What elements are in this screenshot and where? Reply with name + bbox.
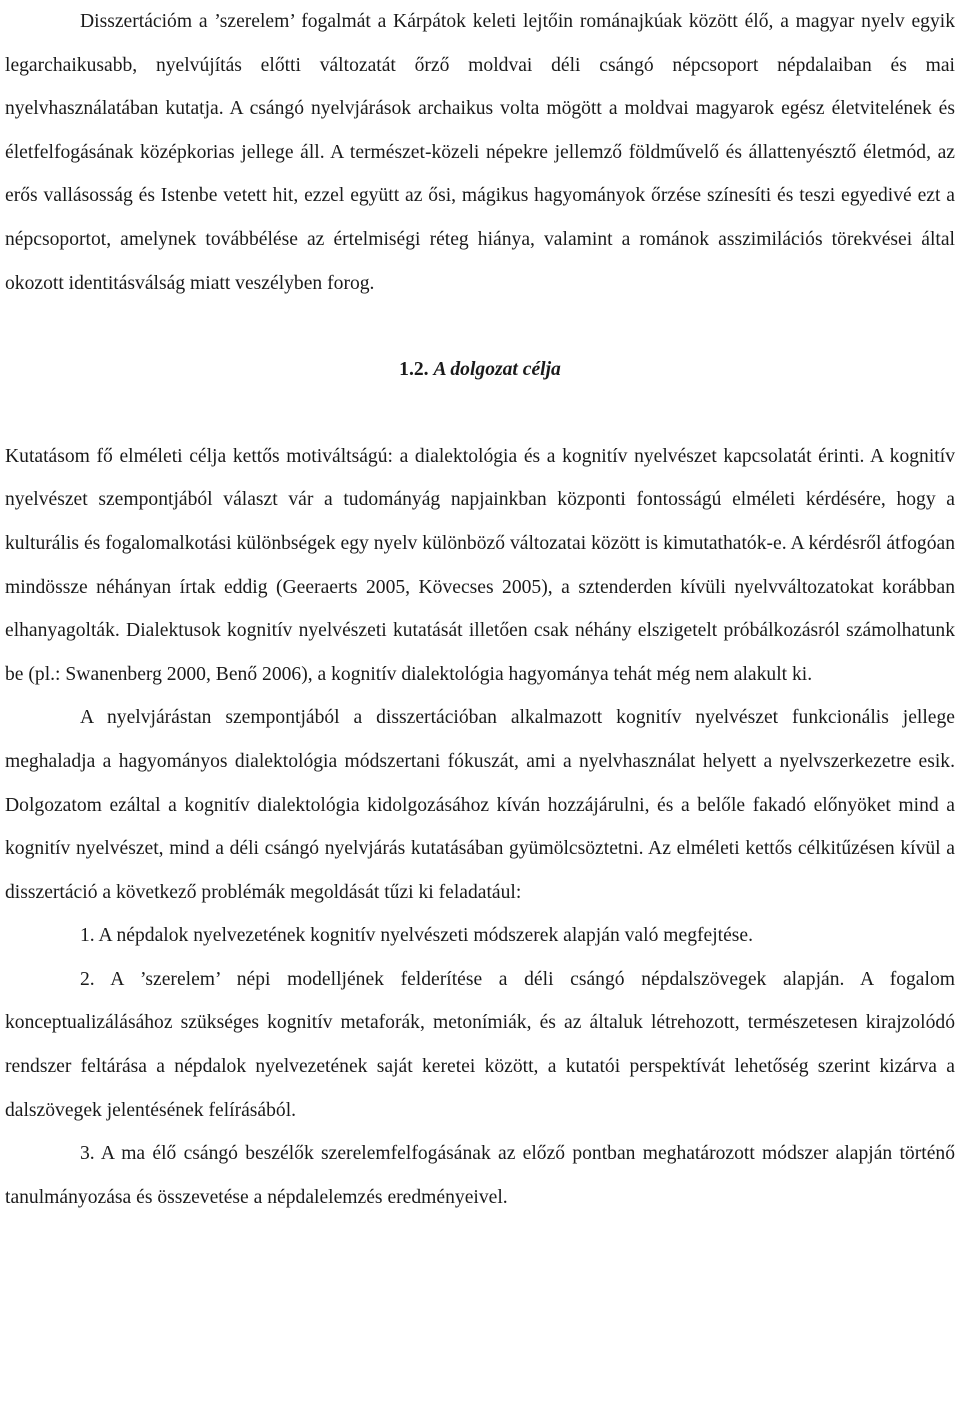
list-item-2: 2. A ’szerelem’ népi modelljének felderítése a déli csángó népdalszövegek alapján. A fogalom konceptualizálásához szükséges kognitív metaforák, metonímiák, és az általuk létrehozott, természetesen kirajzolódó rendszer feltárása a népdalok nyelvezetének saját keretei között, a kutatói perspektívát lehetőség szerint kizárva a dalszövegek jelentésének felírásából.: [5, 968, 955, 1121]
list-item-1: 1. A népdalok nyelvezetének kognitív nyelvészeti módszerek alapján való megfejtése.: [80, 925, 754, 947]
document-page: [5, 0, 955, 1219]
section-title: A dolgozat célja: [433, 359, 561, 381]
list-item-3: 3. A ma élő csángó beszélők szerelemfelfogásának az előző pontban meghatározott módszer alapján történő tanulmányozása és összevetése a népdalelemzés eredményeivel.: [5, 1143, 955, 1208]
paragraph-intro: Disszertációm a ’szerelem’ fogalmát a Kárpátok keleti lejtőin románajkúak között élő, a magyar nyelv egyik legarchaikusabb, nyelvújítás előtti változatát őrző moldvai déli csángó népcsoport népdalaiban és mai nyelvhasználatában kutatja. A csángó nyelvjárások archaikus volta mögött a moldvai magyarok egész életvitelének és életfelfogásának középkorias jellege áll. A természet-közeli népekre jellemző földművelő és állattenyésztő életmód, az erős vallásosság és Istenbe vetett hit, ezzel együtt az ősi, mágikus hagyományok őrzése színesíti és teszi egyedivé ezt a népcsoportot, amelynek továbbélése az értelmiségi réteg hiánya, valamint a románok asszimilációs törekvései által okozott identitásválság miatt veszélyben forog.: [5, 11, 955, 294]
section-heading: [5, 348, 955, 392]
section-number: 1.2.: [399, 359, 429, 381]
paragraph-dialectology: A nyelvjárástan szempontjából a disszertációban alkalmazott kognitív nyelvészet funkcionális jellege meghaladja a hagyományos dialektológia módszertani fókuszát, ami a nyelvhasználat helyett a nyelvszerkezetre esik. Dolgozatom ezáltal a kognitív dialektológia kidolgozásához kíván hozzájárulni, és a belőle fakadó előnyöket mind a kognitív nyelvészet, mind a déli csángó nyelvjárás kutatásában gyümölcsöztetni. Az elméleti kettős célkitűzésen kívül a disszertáció a következő problémák megoldását tűzi ki feladatául:: [5, 707, 955, 903]
paragraph-goal: Kutatásom fő elméleti célja kettős motiváltságú: a dialektológia és a kognitív nyelvészet kapcsolatát érinti. A kognitív nyelvészet szempontjából választ vár a tudományág napjainkban központi fontosságú elméleti kérdésére, hogy a kulturális és fogalomalkotási különbségek egy nyelv különböző változatai között is kimutathatók-e. A kérdésről átfogóan mindössze néhányan írtak eddig (Geeraerts 2005, Kövecses 2005), a sztenderden kívüli nyelvváltozatokat korábban elhanyagolták. Dialektusok kognitív nyelvészeti kutatását illetően csak néhány elszigetelt próbálkozásról számolhatunk be (pl.: Swanenberg 2000, Benő 2006), a kognitív dialektológia hagyománya tehát még nem alakult ki.: [5, 445, 955, 685]
